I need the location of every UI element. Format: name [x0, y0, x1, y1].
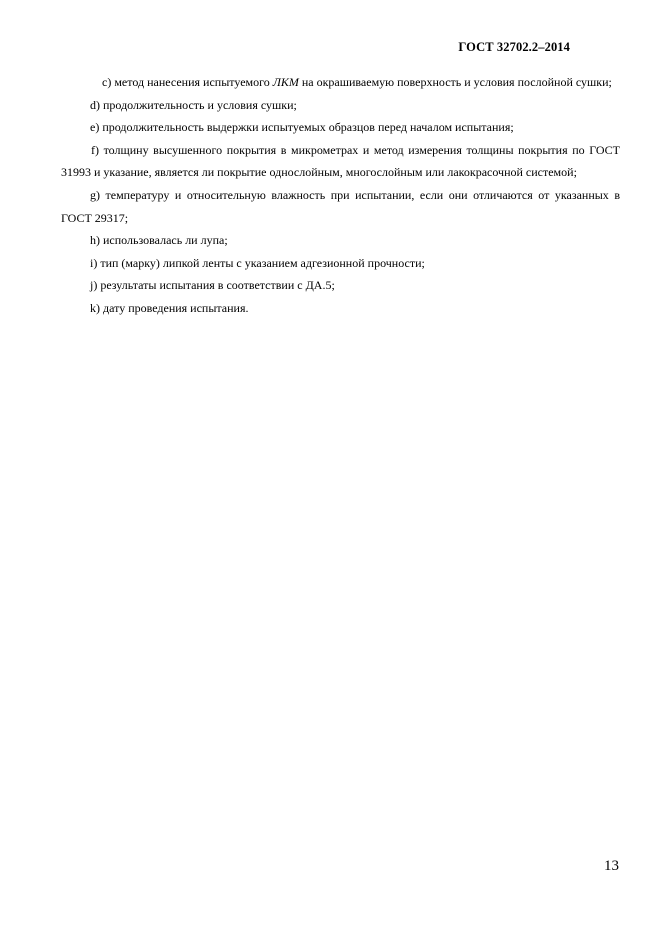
list-item-k: k) дату проведения испытания.	[90, 300, 249, 315]
list-item-e: e) продолжительность выдержки испытуемых образцов перед началом испытания;	[90, 120, 514, 135]
list-item-h: h) использовалась ли лупа;	[90, 233, 228, 248]
list-item-f: f) толщину высушенного покрытия в микрометрах и метод измерения толщины покрытия по ГОСТ 31993 и указание, является ли покрытие однослойным, многослойным или лакокрасочной системой;	[61, 142, 620, 180]
list-item-g: g) температуру и относительную влажность при испытании, если они отличаются от указанных в ГОСТ 29317;	[61, 187, 620, 225]
page-number: 13	[604, 858, 619, 874]
list-item-c-text-start: c) метод нанесения испытуемого	[102, 75, 273, 89]
document-body	[61, 71, 620, 320]
list-item-j: j) результаты испытания в соответствии с ДА.5;	[90, 278, 335, 293]
list-item-d: d) продолжительность и условия сушки;	[90, 97, 297, 112]
list-item-c-abbreviation: ЛКМ	[272, 75, 299, 89]
list-item-c	[61, 71, 620, 94]
document-standard-header: ГОСТ 32702.2–2014	[458, 40, 570, 54]
list-item-i: i) тип (марку) липкой ленты с указанием адгезионной прочности;	[90, 255, 425, 270]
list-item-c-text-end: на окрашиваемую поверхность и условия послойной сушки;	[298, 75, 612, 89]
